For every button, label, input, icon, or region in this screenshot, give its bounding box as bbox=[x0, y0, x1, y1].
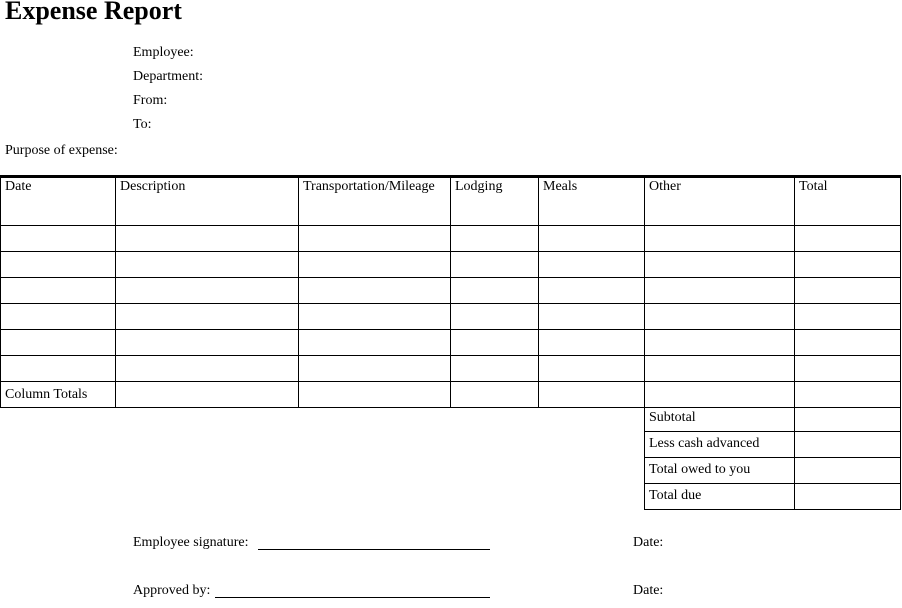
table-cell[interactable] bbox=[116, 226, 299, 252]
employee-label: Employee: bbox=[133, 45, 194, 60]
table-cell[interactable] bbox=[299, 330, 451, 356]
summary-table bbox=[644, 405, 901, 510]
table-cell[interactable] bbox=[451, 330, 539, 356]
table-row bbox=[1, 252, 901, 278]
header-description: Description bbox=[116, 177, 299, 226]
less-cash-value[interactable] bbox=[795, 431, 901, 457]
table-cell[interactable] bbox=[116, 382, 299, 408]
header-total: Total bbox=[795, 177, 901, 226]
table-cell[interactable] bbox=[299, 356, 451, 382]
total-due-label: Total due bbox=[645, 483, 795, 509]
total-owed-row bbox=[645, 457, 901, 483]
header-other: Other bbox=[645, 177, 795, 226]
table-cell[interactable] bbox=[1, 278, 116, 304]
table-cell[interactable] bbox=[795, 330, 901, 356]
table-cell[interactable] bbox=[645, 278, 795, 304]
table-cell[interactable] bbox=[451, 226, 539, 252]
table-cell[interactable] bbox=[299, 304, 451, 330]
approved-by-label: Approved by: bbox=[133, 583, 211, 598]
table-cell[interactable] bbox=[539, 252, 645, 278]
less-cash-label: Less cash advanced bbox=[645, 431, 795, 457]
table-row bbox=[1, 226, 901, 252]
table-cell[interactable] bbox=[1, 252, 116, 278]
report-title: Expense Report bbox=[5, 0, 182, 25]
table-cell[interactable] bbox=[645, 226, 795, 252]
header-meals: Meals bbox=[539, 177, 645, 226]
total-due-row bbox=[645, 483, 901, 509]
table-cell[interactable] bbox=[451, 382, 539, 408]
table-cell[interactable] bbox=[451, 252, 539, 278]
table-row bbox=[1, 278, 901, 304]
table-cell[interactable] bbox=[299, 382, 451, 408]
table-cell[interactable] bbox=[539, 382, 645, 408]
total-due-value[interactable] bbox=[795, 483, 901, 509]
subtotal-row bbox=[645, 405, 901, 431]
table-cell[interactable] bbox=[795, 278, 901, 304]
employee-date-label: Date: bbox=[633, 535, 664, 550]
table-cell[interactable] bbox=[451, 304, 539, 330]
subtotal-value[interactable] bbox=[795, 405, 901, 431]
table-cell[interactable] bbox=[116, 330, 299, 356]
approver-date-label: Date: bbox=[633, 583, 664, 598]
table-cell[interactable] bbox=[645, 330, 795, 356]
table-cell[interactable] bbox=[1, 226, 116, 252]
header-date: Date bbox=[1, 177, 116, 226]
employee-signature-label: Employee signature: bbox=[133, 535, 249, 550]
approved-by-line[interactable] bbox=[215, 597, 490, 598]
from-label: From: bbox=[133, 93, 168, 108]
employee-signature-line[interactable] bbox=[258, 549, 490, 550]
table-cell[interactable] bbox=[795, 226, 901, 252]
total-owed-label: Total owed to you bbox=[645, 457, 795, 483]
table-row bbox=[1, 304, 901, 330]
column-totals-label: Column Totals bbox=[1, 382, 116, 408]
table-cell[interactable] bbox=[116, 278, 299, 304]
table-cell[interactable] bbox=[645, 304, 795, 330]
table-cell[interactable] bbox=[1, 356, 116, 382]
table-row bbox=[1, 356, 901, 382]
total-owed-value[interactable] bbox=[795, 457, 901, 483]
table-cell[interactable] bbox=[299, 278, 451, 304]
table-cell[interactable] bbox=[299, 226, 451, 252]
table-cell[interactable] bbox=[1, 330, 116, 356]
purpose-label: Purpose of expense: bbox=[5, 143, 118, 158]
table-cell[interactable] bbox=[645, 382, 795, 408]
table-cell[interactable] bbox=[645, 356, 795, 382]
table-cell[interactable] bbox=[116, 304, 299, 330]
table-row bbox=[1, 330, 901, 356]
table-cell[interactable] bbox=[539, 226, 645, 252]
subtotal-label: Subtotal bbox=[645, 405, 795, 431]
table-cell[interactable] bbox=[539, 304, 645, 330]
header-lodging: Lodging bbox=[451, 177, 539, 226]
table-cell[interactable] bbox=[795, 382, 901, 408]
table-cell[interactable] bbox=[795, 304, 901, 330]
table-cell[interactable] bbox=[451, 356, 539, 382]
table-cell[interactable] bbox=[116, 356, 299, 382]
column-totals-row bbox=[1, 382, 901, 408]
table-cell[interactable] bbox=[1, 304, 116, 330]
table-cell[interactable] bbox=[299, 252, 451, 278]
department-label: Department: bbox=[133, 69, 203, 84]
table-cell[interactable] bbox=[645, 252, 795, 278]
table-cell[interactable] bbox=[116, 252, 299, 278]
expense-table bbox=[0, 175, 901, 408]
table-cell[interactable] bbox=[539, 356, 645, 382]
table-header-row bbox=[1, 177, 901, 226]
table-cell[interactable] bbox=[539, 278, 645, 304]
table-cell[interactable] bbox=[795, 356, 901, 382]
to-label: To: bbox=[133, 117, 152, 132]
table-cell[interactable] bbox=[539, 330, 645, 356]
less-cash-row bbox=[645, 431, 901, 457]
header-transportation: Transportation/Mileage bbox=[299, 177, 451, 226]
table-cell[interactable] bbox=[795, 252, 901, 278]
table-cell[interactable] bbox=[451, 278, 539, 304]
